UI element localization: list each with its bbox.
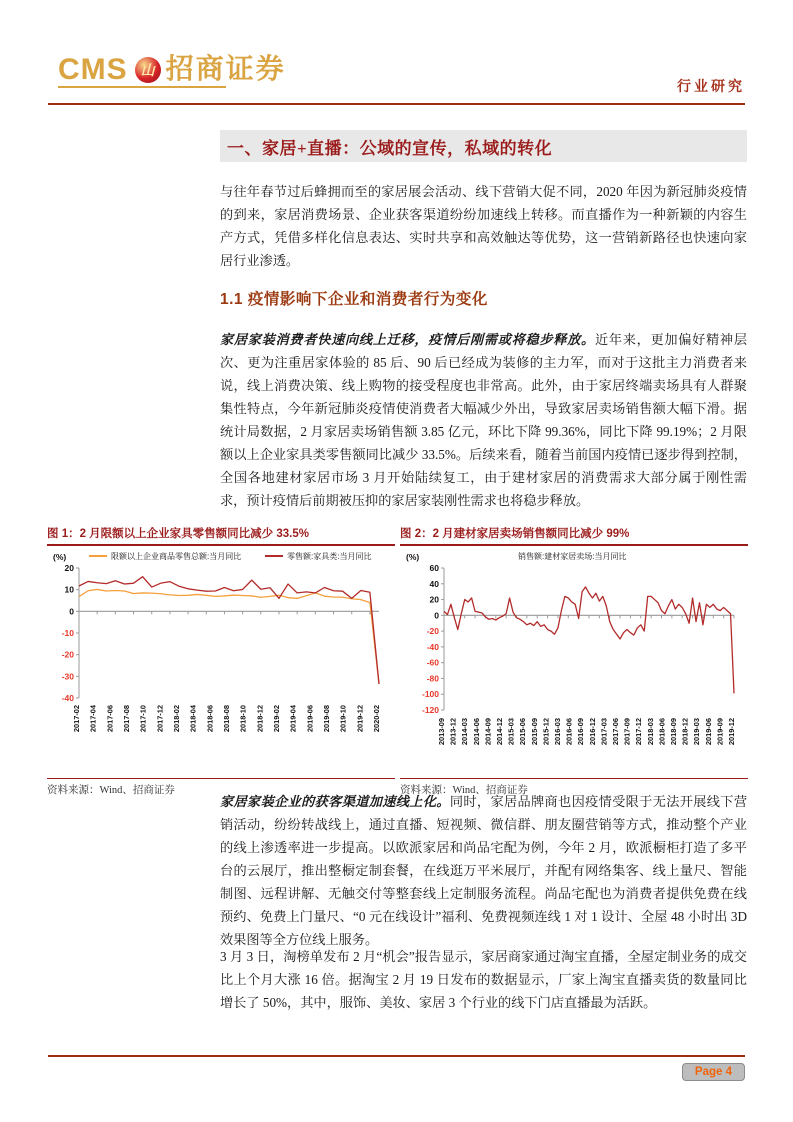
svg-text:-10: -10 [61, 627, 74, 638]
figure-1-legend-label-2: 零售额:家具类:当月同比 [287, 551, 372, 561]
svg-text:0: 0 [434, 609, 439, 620]
svg-text:2018-06: 2018-06 [657, 717, 667, 745]
svg-text:2018-10: 2018-10 [238, 704, 248, 732]
svg-text:2019-02: 2019-02 [272, 704, 281, 732]
svg-text:-40: -40 [426, 641, 439, 652]
svg-text:2018-08: 2018-08 [222, 704, 231, 732]
svg-text:-30: -30 [61, 670, 74, 681]
svg-text:2014-12: 2014-12 [495, 717, 504, 745]
figure-1 [47, 525, 395, 797]
channel-paragraph-body: 同时，家居品牌商也因疫情受限于无法开展线下营销活动，纷纷转战线上，通过直播、短视频、微信群、朋友圈营销等方式，推动整个产业的线上渗透率进一步提高。以欧派家居和尚品宅配为例，今年 2 月，欧派橱柜打造了多平台的云展厅，推出整橱定制套餐，在线逛万平米展厅，并配有网络集客、线上量尺、智能制图、远程讲解、无触交付等整套线上定制服务流程。尚品宅配也为消费者提供免费在线预约、免费上门量尺、“0 元在线设计”福利、免费视频连线 1 对 1 设计、全屋 48 小时出 3D 效果图等全方位线上服务。 [220, 794, 748, 947]
svg-text:2018-06: 2018-06 [205, 704, 215, 732]
svg-text:2016-03: 2016-03 [553, 717, 562, 745]
svg-text:2015-09: 2015-09 [529, 717, 539, 745]
header-category-label: 行业研究 [677, 80, 745, 95]
svg-text:0: 0 [69, 605, 74, 616]
figure-1-svg [47, 546, 395, 778]
logo-seal-icon [135, 57, 161, 83]
svg-text:-40: -40 [61, 692, 74, 703]
figure-1-source: 资料来源：Wind、招商证券 [47, 785, 175, 796]
svg-text:2015-12: 2015-12 [541, 717, 551, 745]
svg-text:2017-12: 2017-12 [634, 717, 644, 745]
svg-text:2016-12: 2016-12 [587, 717, 597, 745]
svg-text:2014-09: 2014-09 [483, 717, 493, 745]
figure-1-title: 图 1：2 月限额以上企业家具零售额同比减少 33.5% [47, 528, 309, 540]
svg-text:2014-06: 2014-06 [471, 717, 481, 745]
svg-text:2016-06: 2016-06 [564, 717, 574, 745]
svg-text:2019-06: 2019-06 [703, 717, 713, 745]
consumer-behavior-paragraph [220, 328, 747, 512]
svg-text:2018-04: 2018-04 [188, 704, 198, 732]
svg-text:2019-06: 2019-06 [305, 704, 315, 732]
svg-text:2018-12: 2018-12 [255, 704, 265, 732]
svg-text:2017-12: 2017-12 [155, 704, 165, 732]
svg-text:-80: -80 [426, 672, 439, 683]
figure-1-plot-area [47, 546, 395, 778]
svg-text:2019-08: 2019-08 [322, 704, 331, 732]
svg-text:-120: -120 [421, 704, 439, 715]
figure-2-unit-label: (%) [406, 551, 420, 562]
subsection-heading: 1.1 疫情影响下企业和消费者行为变化 [220, 291, 488, 308]
svg-text:2019-04: 2019-04 [288, 704, 298, 732]
svg-text:2013-12: 2013-12 [448, 717, 458, 745]
svg-text:-20: -20 [61, 649, 74, 660]
page-header [0, 0, 793, 112]
svg-text:2019-12: 2019-12 [727, 717, 736, 745]
intro-paragraph: 与往年春节过后蜂拥而至的家居展会活动、线下营销大促不同，2020 年因为新冠肺炎疫情的到来，家居消费场景、企业获客渠道纷纷加速线上转移。而直播作为一种新颖的内容生产方式，凭借多样化信息表达、实时共享和高效触达等优势，这一营销新路径也快速向家居行业渗透。 [220, 184, 747, 268]
svg-text:2017-08: 2017-08 [122, 704, 131, 732]
svg-text:2019-09: 2019-09 [715, 717, 725, 745]
svg-text:2015-06: 2015-06 [518, 717, 528, 745]
svg-text:2013-09: 2013-09 [437, 717, 446, 745]
page-number-badge: Page 4 [682, 1063, 745, 1081]
figure-2 [400, 525, 748, 797]
logo-text-cn: 招商证券 [165, 54, 286, 85]
svg-text:-20: -20 [426, 625, 439, 636]
svg-text:40: 40 [429, 578, 439, 589]
svg-text:2015-03: 2015-03 [506, 717, 516, 745]
svg-text:2016-09: 2016-09 [576, 717, 586, 745]
figure-2-title: 图 2：2 月建材家居卖场销售额同比减少 99% [400, 528, 630, 540]
svg-text:2018-12: 2018-12 [680, 717, 690, 745]
svg-text:10: 10 [64, 584, 74, 595]
svg-text:2018-02: 2018-02 [172, 704, 181, 732]
svg-text:-100: -100 [421, 688, 439, 699]
svg-text:2018-09: 2018-09 [669, 717, 678, 745]
consumer-paragraph-body: 近年来，更加偏好精神层次、更为注重居家体验的 85 后、90 后已经成为装修的主力军，而对于这批主力消费者来说，线上消费决策、线上购物的接受程度也非常高。此外，由于家居终端卖场具有人群聚集性特点，今年新冠肺炎疫情使消费者大幅减少外出，导致家居卖场销售额大幅下滑。据统计局数据，2 月家居卖场销售额 3.85 亿元，环比下降 99.36%，同比下降 99.19%；2 月限额以上企业家具类零售额同比减少 33.5%。后续来看，随着当前国内疫情已逐步得到控制，全国各地建材家居市场 3 月开始陆续复工，由于建材家居的消费需求大部分属于刚性需求，预计疫情后前期被压抑的家居家装刚性需求也将稳步释放。 [220, 332, 748, 508]
taobao-paragraph: 3 月 3 日，淘榜单发布 2 月“机会”报告显示，家居商家通过淘宝直播，全屋定制业务的成交比上个月大涨 16 倍。据淘宝 2 月 19 日发布的数据显示，厂家上淘宝直播卖货的数量同比增长了 50%，其中，服饰、美妆、家居 3 个行业的线下门店直播最为活跃。 [220, 949, 747, 1010]
svg-text:60: 60 [429, 562, 439, 573]
svg-text:2017-03: 2017-03 [599, 717, 609, 745]
svg-text:2017-04: 2017-04 [88, 704, 98, 732]
svg-text:-60: -60 [426, 657, 439, 668]
header-divider [48, 103, 745, 105]
svg-text:2019-12: 2019-12 [355, 704, 365, 732]
consumer-paragraph-lead: 家居家装消费者快速向线上迁移，疫情后刚需或将稳步释放。 [220, 332, 595, 347]
svg-text:2017-09: 2017-09 [622, 717, 632, 745]
figure-2-svg [400, 546, 748, 778]
svg-text:20: 20 [429, 594, 439, 605]
company-logo [58, 55, 286, 85]
channel-paragraph-lead: 家居家装企业的获客渠道加速线上化。 [220, 794, 450, 809]
svg-text:2019-03: 2019-03 [692, 717, 702, 745]
figure-2-legend-label: 销售额:建材家居卖场:当月同比 [518, 551, 627, 561]
svg-text:2019-10: 2019-10 [338, 704, 348, 732]
svg-text:20: 20 [64, 562, 74, 573]
figure-1-unit-label: (%) [53, 551, 67, 562]
channel-paragraph [220, 790, 747, 951]
section-heading [220, 130, 747, 162]
svg-text:2020-02: 2020-02 [372, 704, 381, 732]
svg-text:2017-02: 2017-02 [72, 704, 81, 732]
figure-1-legend-label-1: 限额以上企业商品零售总额:当月同比 [111, 551, 242, 561]
logo-underline [58, 86, 226, 88]
svg-text:2014-03: 2014-03 [460, 717, 470, 745]
svg-text:2017-10: 2017-10 [138, 704, 148, 732]
svg-text:2018-03: 2018-03 [645, 717, 655, 745]
figure-2-plot-area [400, 546, 748, 778]
svg-text:2017-06: 2017-06 [611, 717, 620, 745]
logo-text-en: CMS [58, 53, 128, 86]
footer-divider [48, 1055, 745, 1057]
svg-text:2017-06: 2017-06 [105, 704, 115, 732]
section-heading-text: 一、家居+直播：公域的宣传，私域的转化 [227, 138, 553, 158]
figure-2-source: 资料来源：Wind、招商证券 [400, 785, 528, 796]
